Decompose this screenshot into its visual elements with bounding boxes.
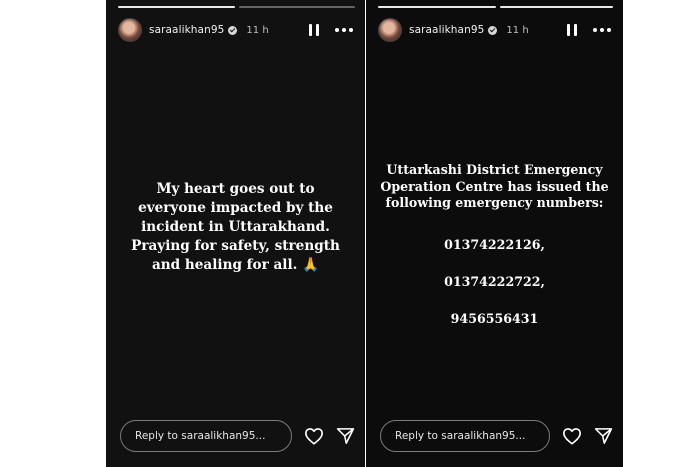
- verified-badge-icon: [228, 26, 237, 35]
- story-progress-bar: [378, 6, 613, 8]
- post-time: 11 h: [506, 24, 529, 36]
- reply-input[interactable]: Reply to saraalikhan95...: [120, 420, 292, 452]
- more-options-icon[interactable]: [335, 28, 353, 32]
- progress-segment: [118, 6, 235, 8]
- story-progress-bar: [118, 6, 355, 8]
- story-text-line: Praying for safety, strength: [131, 238, 340, 254]
- pause-icon[interactable]: [567, 24, 577, 36]
- heart-icon[interactable]: [562, 427, 582, 445]
- story-header: [118, 16, 357, 44]
- story-text-line: Uttarkashi District Emergency: [386, 162, 603, 177]
- send-icon[interactable]: [594, 427, 613, 445]
- reply-input[interactable]: Reply to saraalikhan95...: [380, 420, 550, 452]
- story-text-line: everyone impacted by the: [138, 200, 333, 216]
- more-options-icon[interactable]: [593, 28, 611, 32]
- story-text: [114, 180, 357, 275]
- avatar[interactable]: [118, 18, 142, 42]
- send-icon[interactable]: [336, 427, 355, 445]
- post-time: 11 h: [246, 24, 269, 36]
- verified-badge-icon: [488, 26, 497, 35]
- pause-icon[interactable]: [309, 24, 319, 36]
- avatar[interactable]: [378, 18, 402, 42]
- username[interactable]: saraalikhan95: [409, 24, 485, 36]
- emergency-number: 01374222126,: [444, 236, 545, 252]
- progress-segment: [378, 6, 496, 8]
- story-panel-1[interactable]: [106, 0, 365, 467]
- story-text-line: following emergency numbers:: [385, 195, 604, 211]
- story-text-line: and healing for all. 🙏: [151, 257, 320, 273]
- story-text-line: Operation Centre has issued the: [380, 178, 609, 194]
- progress-segment: [239, 6, 355, 8]
- heart-icon[interactable]: [304, 427, 324, 445]
- reply-bar: [380, 419, 613, 453]
- story-text-line: incident in Uttarakhand.: [141, 219, 330, 235]
- progress-segment: [500, 6, 613, 8]
- story-header: [378, 16, 615, 44]
- emergency-number: 01374222722,: [444, 273, 545, 289]
- story-text-line: My heart goes out to: [156, 181, 315, 197]
- story-text: [374, 162, 615, 326]
- emergency-number: 9456556431: [450, 310, 539, 326]
- username[interactable]: saraalikhan95: [149, 24, 225, 36]
- story-panel-2[interactable]: [366, 0, 623, 467]
- reply-bar: [120, 419, 355, 453]
